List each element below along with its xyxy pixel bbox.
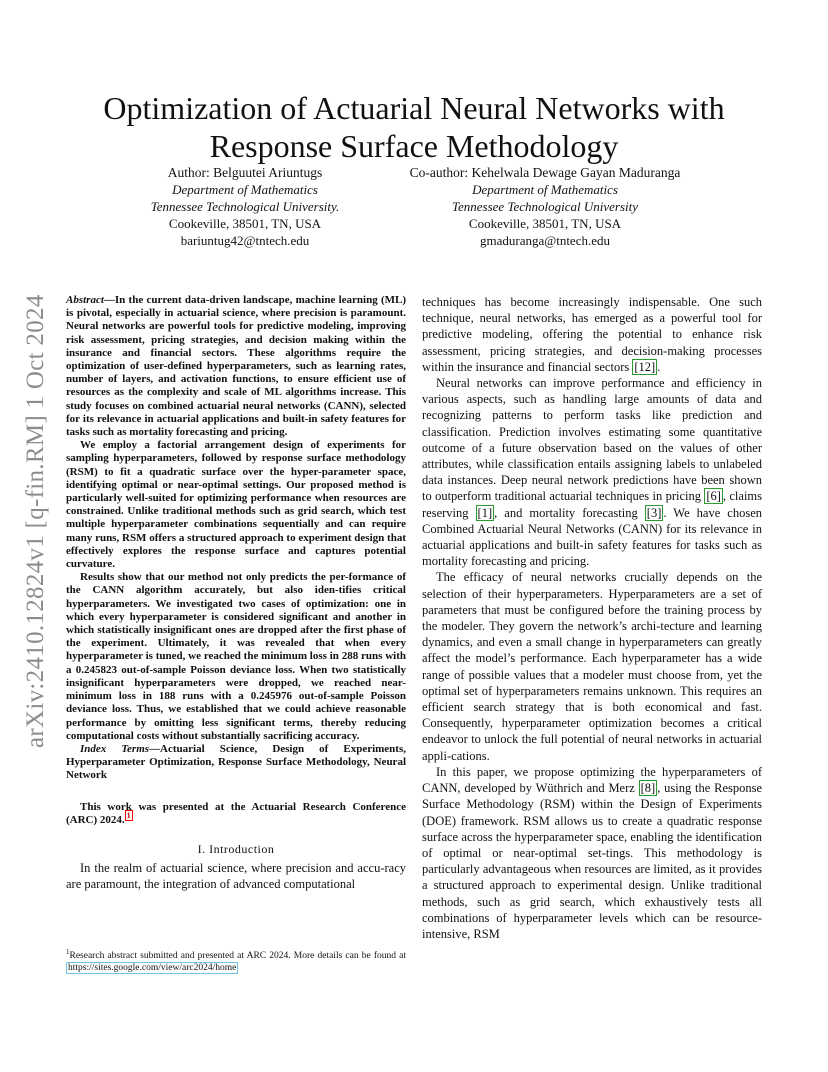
abstract-paragraph-2: We employ a factorial arrangement design of experiments for sampling hyperparameters, followed by response surface methodology (RSM) to fit a quadratic surface over the hyper-parameter space, identifying optimal or near-optimal settings. Our proposed method is particularly well-suited for optimizing performance when resources are constrained. Unlike traditional methods such as grid search, which test multiple hyperparameter combinations sequentially and can require many runs, RSM offers a structured approach to experiment design that effectively explores the response surface and captures potential curvature. [66, 439, 406, 571]
presented-note [66, 801, 406, 827]
introduction-paragraph: In the realm of actuarial science, where precision and accu-racy are paramount, the integration of advanced computational [66, 861, 406, 892]
right-paragraph-1: techniques has become increasingly indispensable. One such technique, neural networks, has emerged as a powerful tool for predictive modeling, offering the potential to enhance risk assessment, pricing strategies, and decision-making processes within the insurance and financial sectors [12] . [422, 295, 762, 374]
index-terms-lead: Index Terms [80, 742, 150, 755]
author-block-coauthor [385, 164, 705, 249]
author-location: Cookeville, 38501, TN, USA [168, 216, 322, 231]
coauthor-email[interactable]: gmaduranga@tntech.edu [479, 233, 610, 248]
index-terms-text: —Actuarial Science, Design of Experiments, Hyperparameter Optimization, Response Surface Methodology, Neural Network [66, 742, 406, 782]
citation-link[interactable]: [6] [706, 489, 721, 504]
right-paragraph-1-text: techniques has become increasingly indispensable. One such technique, neural networks, has emerged as a powerful tool for predictive modeling, offering the potential to enhance risk assessment, pricing strategies, and decision-making processes within the insurance and financial sectors [422, 295, 762, 374]
right-paragraph-2-text-b: , claims reserving [422, 489, 763, 520]
footnote-url-link[interactable]: https://sites.google.com/view/arc2024/home [68, 963, 237, 974]
abstract [66, 294, 406, 743]
footnote [66, 946, 406, 974]
citation-link[interactable]: [1] [477, 505, 493, 520]
abstract-paragraph-1 [66, 294, 406, 439]
index-terms [66, 743, 406, 783]
author-email[interactable]: bariuntug42@tntech.edu [180, 233, 310, 248]
right-paragraph-3: The efficacy of neural networks crucially depends on the selection of their hyperparameters. Hyperparameters are a set of parameters that must be configured before the training process by the modeler. They govern the network’s archi-tecture and learning dynamics, and even a small change in hyperparameters can greatly affect the model’s performance. Each hyperparameter has a wide range of possible values that a modeler must choose from, yet the optimal set of hyperparameters remains unknown. This requires an efficient search strategy that is both economical and fast. Consequently, hyperparameter optimization becomes a critical endeavor to unlock the full potential of neural networks in actuarial appli-cations. [422, 570, 762, 763]
abstract-paragraph-3: Results show that our method not only predicts the per-formance of the CANN algorithm accurately, but also iden-tifies critical hyperparameters. We investigated two cases of optimization: one in which every hyperparameter is considered significant and another in which statistically insignificant ones are dropped after the first phase of the experiment. Ultimately, it was revealed that when every hyperparameter is tuned, we reached the minimum loss in 288 runs with a 0.245823 out-of-sample Poisson deviance loss. When two statistically insignificant hyperparameters were dropped, we reached near-minimum loss in 188 runs with a 0.245976 out-of-sample Poisson deviance loss. Thus, we established that we could achieve reasonable performance by omitting less significant terms, thereby reducing computational costs without substantially sacrificing accuracy. [66, 571, 406, 742]
coauthor-university: Tennessee Technological University [451, 199, 639, 214]
presented-note-text: This work was presented at the Actuarial Research Conference (ARC) 2024. [66, 800, 406, 826]
coauthor-name: Co-author: Kehelwala Dewage Gayan Maduranga [409, 165, 681, 180]
author-university: Tennessee Technological University. [150, 199, 340, 214]
right-paragraph-2 [422, 375, 762, 569]
right-paragraph-2-text-a: Neural networks can improve performance and efficiency in various aspects, such as handling large amounts of data and recognizing patterns to perform tasks like prediction and classification. Prediction involves estimating some quantitative outcome of a future observation based on the values of other attributes, while classification entails assigning labels to unlabeled data instances. Deep neural network predictions have been shown to outperform traditional actuarial techniques in pricing [422, 376, 762, 504]
right-paragraph-4-text-b: , using the Response Surface Methodology (RSM) within the Design of Experiments (DOE) framework. RSM allows us to create a quadratic response surface across the hyperparameter space, enabling the identification of optimal or near-optimal set-tings. This methodology is particularly advantageous when resources are limited, as it provides a structured approach to experimental design. Unlike traditional methods, such as grid search, which exhaustively tests all combinations of hyperparameter levels which can be resource-intensive, RSM [422, 781, 763, 941]
right-paragraph-4-text-a: In this paper, we propose optimizing the hyperparameters of CANN, developed by Wüthrich and Merz [422, 764, 762, 796]
footnote-number: 1 [66, 948, 70, 956]
citation-link[interactable]: [3] [646, 505, 662, 520]
citation-link[interactable]: [8] [640, 781, 656, 796]
coauthor-location: Cookeville, 38501, TN, USA [468, 216, 622, 231]
right-paragraph-2-text-c: , and mortality forecasting [494, 505, 638, 520]
section-heading-introduction: I. Introduction [197, 841, 275, 856]
author-department: Department of Mathematics [172, 182, 318, 197]
author-block-primary [120, 164, 370, 249]
left-column [66, 294, 406, 893]
arxiv-identifier: arXiv:2410.12824v1 [q-fin.RM] 1 Oct 2024 [22, 294, 49, 748]
abstract-text-1: —In the current data-driven landscape, machine learning (ML) is pivotal, especially in actuarial science, where precision is paramount. Neural networks are powerful tools for predictive modeling, improving risk assessment, pricing strategies, and decision making within the insurance and financial sectors. These algorithms require the optimization of user-defined hyperparameters, such as learning rates, number of layers, and activation functions, to ensure efficient use of resources as the complexity and scale of ML algorithms increase. This study focuses on combined actuarial neural networks (CANN), selected for its relevance in actuarial applications and built-in safety features for tasks such as mortality forecasting and pricing. [66, 294, 406, 439]
author-name: Author: Belguutei Ariuntugs [167, 165, 323, 180]
right-column [422, 294, 762, 942]
footnote-text: Research abstract submitted and presented at ARC 2024. More details can be found at [69, 951, 406, 962]
coauthor-department: Department of Mathematics [472, 182, 618, 197]
right-paragraph-2-text-d: . We have chosen Combined Actuarial Neural Networks (CANN) for its relevance in actuarial applications and built-in safety features for tasks such as mortality forecasting and pricing. [422, 505, 762, 569]
abstract-lead: Abstract [66, 294, 104, 306]
paper-title: Optimization of Actuarial Neural Networks with Response Surface Methodology [103, 90, 725, 165]
footnote-link[interactable]: 1 [126, 811, 131, 821]
citation-link[interactable]: [12] [634, 359, 656, 374]
right-paragraph-4 [422, 764, 762, 942]
